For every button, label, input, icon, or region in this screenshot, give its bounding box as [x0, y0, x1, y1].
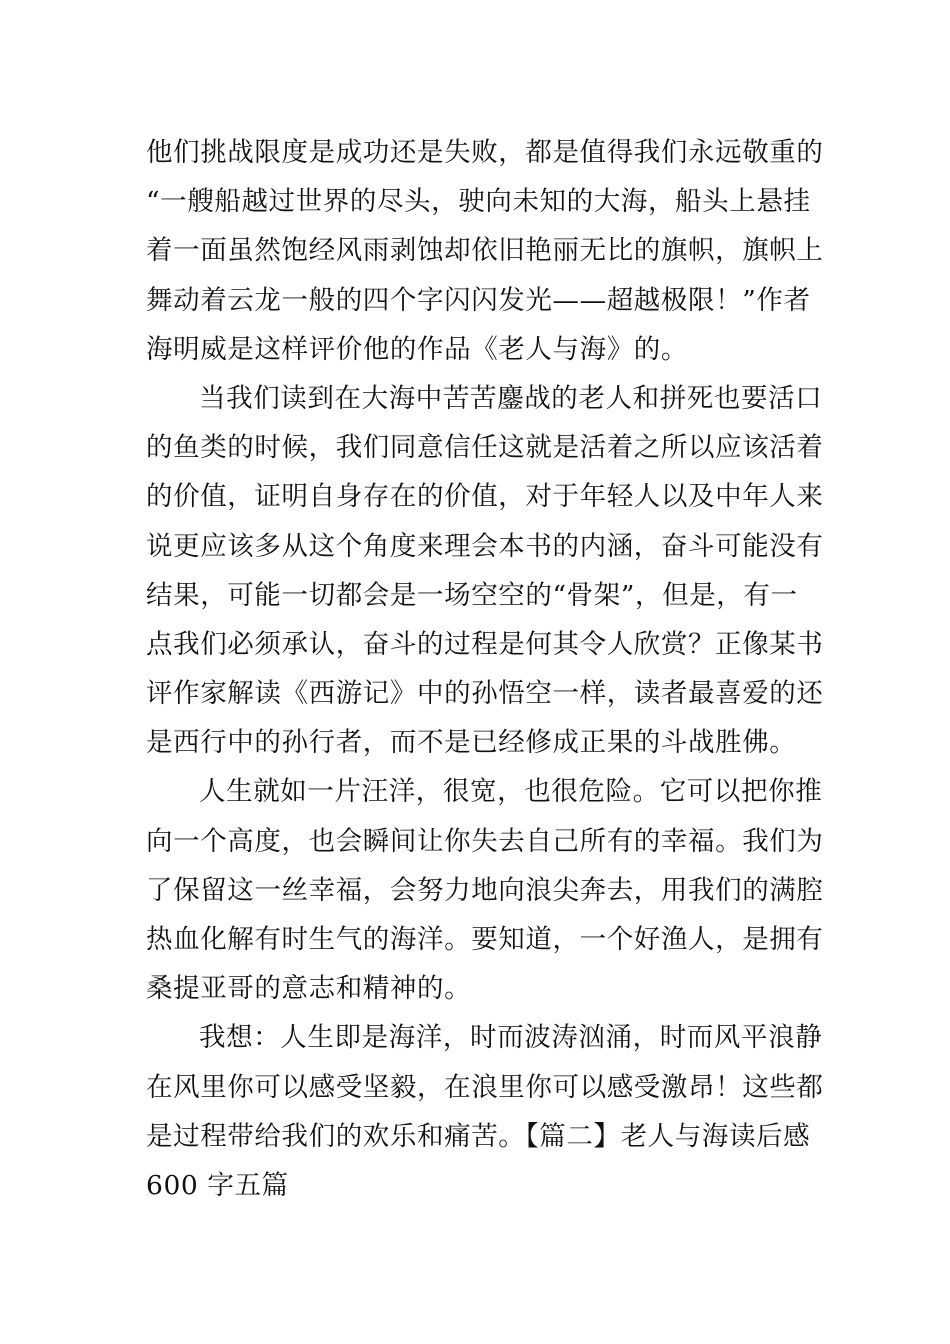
text-line: 了保留这一丝幸福，会努力地向浪尖奔去，用我们的满腔 [146, 874, 824, 906]
text-line: 的鱼类的时候，我们同意信任这就是活着之所以应该活着 [146, 432, 824, 464]
text-line: 的价值，证明自身存在的价值，对于年轻人以及中年人来 [146, 481, 824, 513]
paragraph-first-line: 人生就如一片汪洋，很宽，也很危险。它可以把你推 [199, 776, 823, 808]
text-line: 向一个高度，也会瞬间让你失去自己所有的幸福。我们为 [146, 825, 824, 857]
text-line: 是过程带给我们的欢乐和痛苦。【篇二】老人与海读后感 [146, 1120, 811, 1152]
text-line: “一艘船越过世界的尽头，驶向未知的大海，船头上悬挂 [146, 186, 811, 218]
paragraph-first-line: 当我们读到在大海中苦苦鏖战的老人和拼死也要活口 [199, 382, 823, 414]
text-line: 结果，可能一切都会是一场空空的“骨架”，但是，有一 [146, 579, 798, 611]
text-line: 热血化解有时生气的海洋。要知道，一个好渔人，是拥有 [146, 924, 824, 955]
text-line: 点我们必须承认，奋斗的过程是何其令人欣赏？正像某书 [146, 628, 824, 660]
text-line: 海明威是这样评价他的作品《老人与海》的。 [146, 333, 688, 365]
paragraph-first-line: 我想：人生即是海洋，时而波涛汹涌，时而风平浪静 [199, 1022, 823, 1054]
text-line: 他们挑战限度是成功还是失败，都是值得我们永远敬重的 [146, 137, 824, 168]
body-text [146, 128, 824, 1210]
text-line: 是西行中的孙行者，而不是已经修成正果的斗战胜佛。 [146, 727, 797, 759]
text-line: 说更应该多从这个角度来理会本书的内涵，奋斗可能没有 [146, 530, 824, 562]
text-line: 在风里你可以感受坚毅，在浪里你可以感受激昂！这些都 [146, 1071, 824, 1103]
text-line: 着一面虽然饱经风雨剥蚀却依旧艳丽无比的旗帜，旗帜上 [146, 235, 824, 267]
text-line: 桑提亚哥的意志和精神的。 [146, 973, 472, 1005]
text-line: 600 字五篇 [146, 1169, 289, 1201]
text-line: 评作家解读《西游记》中的孙悟空一样，读者最喜爱的还 [146, 678, 824, 710]
text-line: 舞动着云龙一般的四个字闪闪发光——超越极限！”作者 [146, 284, 811, 316]
